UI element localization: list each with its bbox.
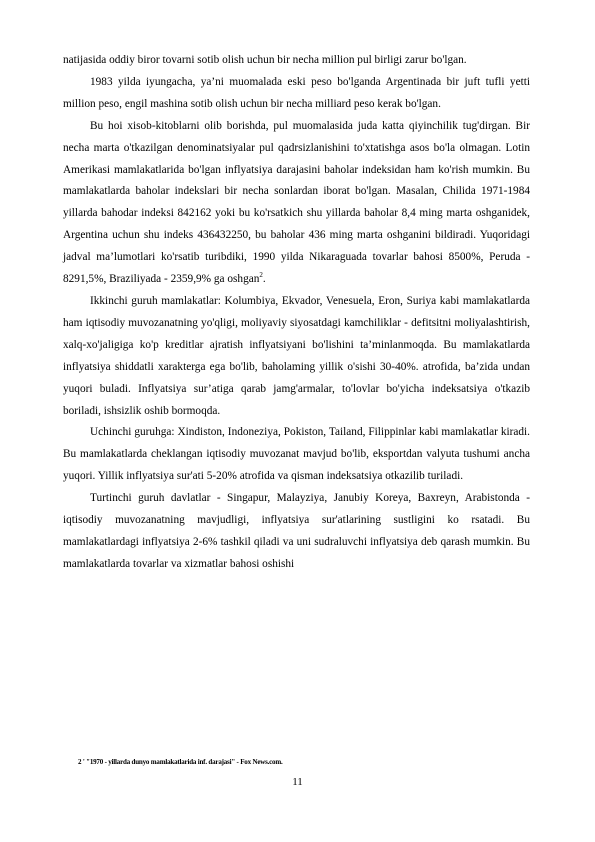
paragraph-1: natijasida oddiy biror tovarni sotib olish uchun bir necha million pul birligi zarur bo'lgan.	[63, 54, 467, 66]
paragraph-4: Ikkinchi guruh mamlakatlar: Kolumbiya, Ekvador, Venesuela, Eron, Suriya kabi mamlakatlarda ham iqtisodiy muvozanatning yo'qligi, moliyaviy siyosatdagi kamchiliklar - defitsitni moliyalashtirish, xalq-xo'jaligiga ko'p kreditlar ajratish inflyatsiyani bo'lishini ta’minlanmoqda. Bu mamlakatlarda inflyatsiya shiddatli xarakterga ega bo'lib, baholaming yillik o'sishi 30-40%. atrofida, ba’zida undan yuqori buladi. Inflyatsiya sur’atiga qarab jamg'armalar, to'lovlar bo'yicha indeksatsiya o'tkazib boriladi, ishsizlik oshib bormoqda.	[63, 294, 530, 417]
paragraph-3: Bu hoi xisob-kitoblarni olib borishda, pul muomalasida juda katta qiyinchilik tug'dirgan. Bir necha marta o'tkazilgan denominatsiyalar pul qadrsizlanishini to'xtatishga asos bo'la olmagan. Lotin Amerikasi mamlakatlarida bo'lgan inflyatsiya darajasini baholar indeksidan ham ko'rish mumkin. Bu mamlakatlarda baholar indekslari bir necha sonlardan iborat bo'lgan. Masalan, Chilida 1971-1984 yillarda bahodar indeksi 842162 yoki bu ko'rsatkich shu yillarda baholar 8,4 ming marta oshganidek, Argentina uchun shu indeks 436432250, bu baholar 436 ming marta oshganini bildiradi. Yuqoridagi jadval ma’lumotlari ko'rsatib turibdiki, 1990 yilda Nikaraguada tovarlar bahosi 8500%, Peruda - 8291,5%, Braziliyada - 2359,9% ga oshgan$^2$.	[63, 119, 530, 286]
page-number: 11	[292, 776, 303, 788]
paragraph-5: Uchinchi guruhga: Xindiston, Indoneziya, Pokiston, Tailand, Filippinlar kabi mamlakatlar kiradi. Bu mamlakatlarda cheklangan iqtisodiy muvozanat mavjud bo'lib, eksportdan valyuta tushumi ancha yuqori. Yillik inflyatsiya sur'ati 5-20% atrofida va qisman indeksatsiya otkazilib turiladi.	[63, 426, 530, 483]
paragraph-2: 1983 yilda iyungacha, ya’ni muomalada eski peso bo'lganda Argentinada bir juft tufli yetti million peso, engil mashina sotib olish uchun bir necha milliard peso kerak bo'lgan.	[63, 75, 530, 110]
footnote: 2 ' "1970 - yillarda dunyo mamlakatlarida inf. darajasi" - Fox News.com.	[78, 758, 283, 766]
document-body	[63, 50, 530, 576]
paragraph-6: Turtinchi guruh davlatlar - Singapur, Malayziya, Janubiy Koreya, Baxreyn, Arabistonda - iqtisodiy muvozanatning mavjudligi, inflyatsiya sur'atlarining sustligini ko rsatadi. Bu mamlakatlardagi inflyatsiya 2-6% tashkil qiladi va uni sudraluvchi inflyatsiya deb qarash mumkin. Bu mamlakatlarda tovarlar va xizmatlar bahosi oshishi	[63, 492, 530, 570]
footnote-reference: 2	[259, 271, 263, 280]
paragraph-3-text: Bu hoi xisob-kitoblarni olib borishda, pul muomalasida juda katta qiyinchilik tug'dirgan. Bir necha marta o'tkazilgan denominatsiyalar pul qadrsizlanishini to'xtatishga asos bo'la olmagan. Lotin Amerikasi mamlakatlarida bo'lgan inflyatsiya darajasini baholar indeksidan ham ko'rish mumkin. Bu mamlakatlarda baholar indekslari bir necha sonlardan iborat bo'lgan. Masalan, Chilida 1971-1984 yillarda bahodar indeksi 842162 yoki bu ko'rsatkich shu yillarda baholar 8,4 ming marta oshganidek, Argentina uchun shu indeks 436432250, bu baholar 436 ming marta oshganini bildiradi. Yuqoridagi jadval ma’lumotlari ko'rsatib turibdiki, 1990 yilda Nikaraguada tovarlar bahosi 8500%, Peruda - 8291,5%, Braziliyada - 2359,9% ga oshgan	[63, 119, 530, 286]
